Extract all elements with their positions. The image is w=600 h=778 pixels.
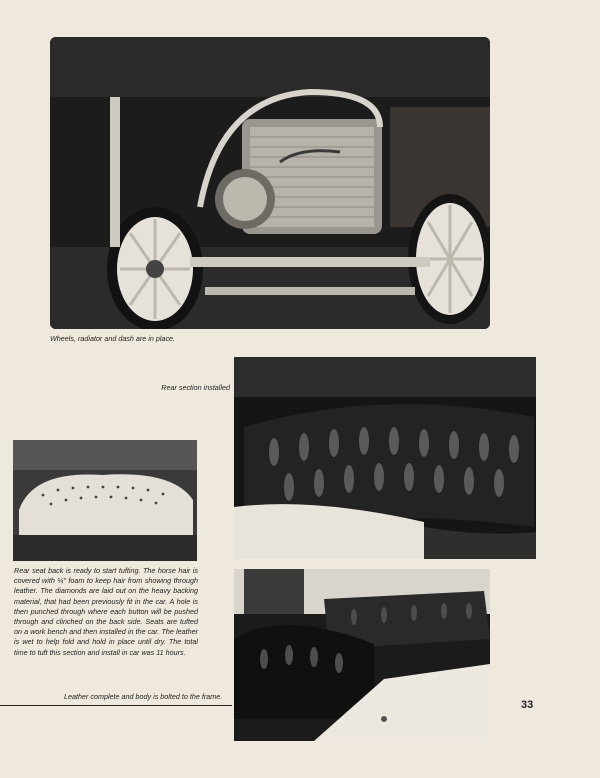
tufting-photo: [13, 440, 197, 561]
car-front-illustration: [50, 37, 490, 329]
car-front-photo: [50, 37, 490, 329]
seat-back-illustration: [13, 440, 197, 561]
rear-seat-illustration: [234, 357, 536, 559]
caption-wheels: Wheels, radiator and dash are in place.: [50, 334, 176, 343]
caption-rear-section: Rear section installed: [161, 383, 230, 392]
leather-complete-photo: [234, 569, 490, 741]
footer-rule: [0, 705, 232, 706]
leather-seats-illustration: [234, 569, 490, 741]
rear-section-photo: [234, 357, 536, 559]
page-number: 33: [521, 699, 534, 711]
caption-tufting: Rear seat back is ready to start tufting. The horse hair is covered with ¼" foam to keep hair from showing through leather. The diamonds are laid out on the heavy backing material, that had been previously fit in the car. A hole is then punched through where each button will be pushed through and clinched on the back side. Seats are tufted on a work bench and then installed in the car. The leather is wet to help fold and hold in place until dry. The total time to tuft this section and install in car was 11 hours.: [14, 566, 198, 657]
caption-leather-complete: Leather complete and body is bolted to the frame.: [64, 692, 223, 701]
